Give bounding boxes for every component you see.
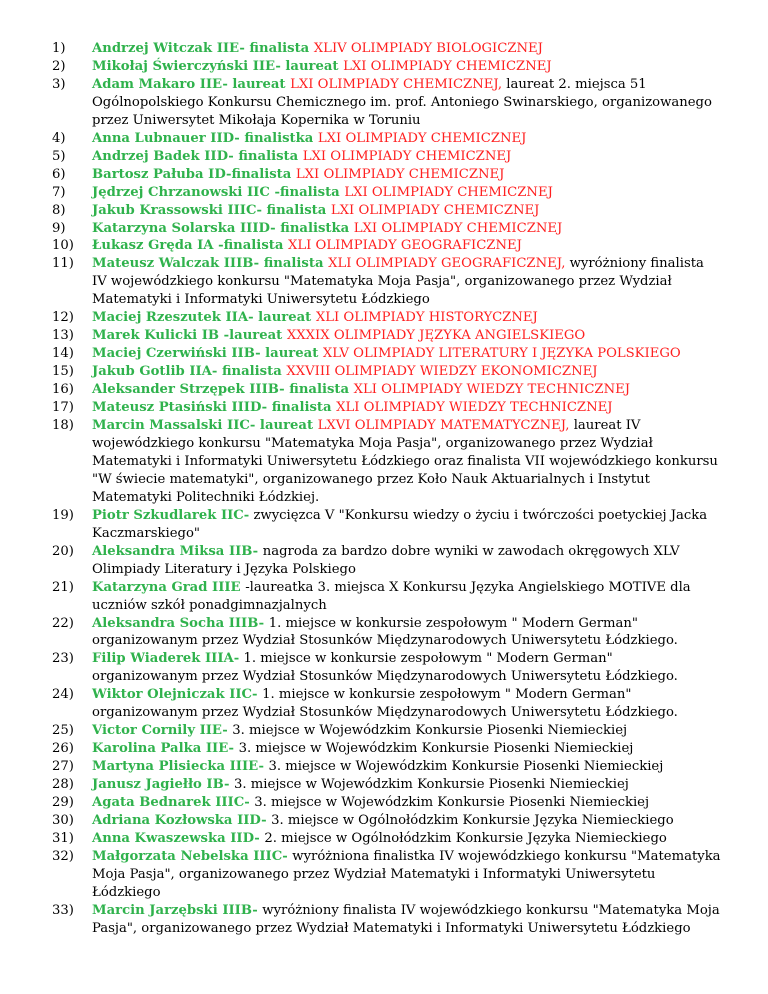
item-number: 5) [52,148,66,164]
achievement-details: 3. miejsce w Wojewódzkim Konkursie Piosenki Niemieckiej [234,777,629,793]
class-and-title: IID- finalista [204,148,303,164]
class-and-title: IA -finalista [197,238,288,254]
student-name: Agata Bednarek [92,795,216,811]
class-and-title: IIIB- [222,902,263,918]
item-number: 22) [52,615,74,631]
student-name: Jędrzej Chrzanowski [92,184,248,200]
class-and-title: IIE- finalista [216,41,314,56]
student-name: Janusz Jagiełło [92,777,207,793]
item-number: 30) [52,812,74,828]
competition-name: XXVIII OLIMPIADY WIEDZY EKONOMICZNEJ [286,364,598,380]
competition-name: LXI OLIMPIADY CHEMICZNEJ [343,58,552,74]
student-name: Mikołaj Świerczyński [92,58,253,74]
student-name: Maciej Czerwiński [92,346,232,362]
student-name: Anna Kwaszewska [92,830,231,846]
item-number: 20) [52,543,74,559]
achievement-details: 3. miejsce w Wojewódzkim Konkursie Piosenki Niemieckiej [268,759,664,775]
item-number: 19) [52,507,74,523]
competition-name: XLIV OLIMPIADY BIOLOGICZNEJ [313,41,543,56]
competition-name: LXVI OLIMPIADY MATEMATYCZNEJ, [317,418,574,434]
class-and-title: IIE- laureat [199,76,291,92]
list-item [52,327,722,345]
class-and-title: IIB- laureat [231,346,323,362]
item-number: 7) [52,184,66,200]
list-item [52,166,722,184]
achievement-details: -laureatka 3. miejsca X Konkursu Języka Angielskiego MOTIVE dla uczniów szkół ponadgimnazjalnych [92,579,691,613]
student-name: Karolina Palka [92,741,206,757]
item-number: 6) [52,166,66,182]
item-number: 8) [52,202,66,218]
item-number: 23) [52,651,74,667]
student-name: Bartosz Pałuba [92,166,209,182]
class-and-title: IIIB- finalista [249,382,354,398]
student-name: Martyna Plisiecka [92,759,230,775]
competition-name: LXI OLIMPIADY CHEMICZNEJ [295,166,505,182]
list-item [52,776,722,794]
class-and-title: IID- [237,812,272,828]
item-number: 26) [52,741,74,757]
list-item [52,758,722,776]
list-item [52,309,722,327]
class-and-title: IIE- laureat [252,58,344,74]
student-name: Adriana Kozłowska [92,812,238,828]
list-item [52,345,722,363]
list-item [52,579,722,615]
achievement-details: 3. miejsce w Wojewódzkim Konkursie Piosenki Niemieckiej [232,723,628,739]
list-item [52,184,722,202]
student-name: Aleksandra Socha [92,615,229,631]
item-number: 9) [52,220,66,236]
list-item [52,740,722,758]
student-name: Maciej Rzeszutek [92,310,226,326]
class-and-title: IIC- [220,507,250,523]
list-item [52,40,722,58]
item-number: 13) [52,328,74,344]
class-and-title: IIC- laureat [227,418,318,434]
item-number: 12) [52,310,74,326]
list-item [52,130,722,148]
student-name: Piotr Szkudlarek [92,507,221,523]
student-name: Katarzyna Grad [92,579,213,595]
student-name: Marek Kulicki [92,328,202,344]
list-item [52,363,722,381]
list-item [52,202,722,220]
list-item [52,650,722,686]
item-number: 11) [52,256,74,272]
list-item [52,237,722,255]
student-name: Aleksandra Miksa [92,543,229,559]
class-and-title: IID- [230,830,265,846]
student-name: Jakub Krassowski [92,202,228,218]
list-item [52,794,722,812]
list-item [52,543,722,579]
class-and-title: IIIC- [253,848,293,864]
class-and-title: IIB- [228,543,263,559]
class-and-title: IIIE [212,579,246,595]
item-number: 27) [52,759,74,775]
item-number: 24) [52,687,74,703]
item-number: 18) [52,418,74,434]
class-and-title: IIE- [205,741,239,757]
item-number: 29) [52,795,74,811]
item-number: 2) [52,58,66,74]
item-number: 10) [52,238,74,254]
student-name: Marcin Jarzębski [92,902,223,918]
achievement-details: wyróżniony finalista IV wojewódzkiego konkursu "Matematyka Moja Pasja", organizowanego przez Wydział Matematyki i Informatyki Uniwersytetu Łódzkiego [92,902,720,936]
competition-name: LXI OLIMPIADY CHEMICZNEJ [302,148,512,164]
class-and-title: IIC -finalista [247,184,345,200]
student-name: Wiktor Olejniczak [92,687,230,703]
competition-name: XLI OLIMPIADY GEOGRAFICZNEJ [287,238,522,254]
student-name: Victor Cornily [92,723,200,739]
student-name: Aleksander Strzępek [92,382,250,398]
item-number: 14) [52,346,74,362]
item-number: 15) [52,364,74,380]
competition-name: XLI OLIMPIADY HISTORYCZNEJ [315,310,538,326]
class-and-title: IIA- laureat [225,310,316,326]
item-number: 16) [52,382,74,398]
class-and-title: IB -laureat [201,328,287,344]
class-and-title: IIIA- [205,651,240,667]
item-number: 32) [52,848,74,864]
class-and-title: IIIE- [229,759,269,775]
competition-name: XXXIX OLIMPIADY JĘZYKA ANGIELSKIEGO [286,328,586,344]
achievement-details: 3. miejsce w Ogólnołódzkim Konkursie Języka Niemieckiego [271,812,674,828]
student-name: Anna Lubnauer [92,130,211,146]
item-number: 4) [52,130,66,146]
achievement-details: wyróżniony finalista IV wojewódzkiego konkursu "Matematyka Moja Pasja", organizowanego przez Wydział Matematyki i Informatyki Uniwersytetu Łódzkiego [92,256,704,308]
achievement-details: laureat 2. miejsca 51 Ogólnopolskiego Konkursu Chemicznego im. prof. Antoniego Swinarskiego, organizowanego przez Uniwersytet Mikołaja Kopernika w Toruniu [92,76,712,128]
achievement-details: 3. miejsce w Wojewódzkim Konkursie Piosenki Niemieckiej [238,741,634,757]
class-and-title: IB- [206,777,235,793]
item-number: 17) [52,400,74,416]
student-name: Filip Wiaderek [92,651,206,667]
competition-name: XLV OLIMPIADY LITERATURY I JĘZYKA POLSKIEGO [322,346,681,362]
achievement-details: 1. miejsce w konkursie zespołowym " Modern German" organizowanym przez Wydział Stosunków Międzynarodowych Uniwersytetu Łódzkiego. [92,687,678,721]
competition-name: XLI OLIMPIADY GEOGRAFICZNEJ, [328,256,570,272]
achievements-list [52,40,722,938]
class-and-title: IIID- finalistka [240,220,354,236]
student-name: Mateusz Ptasiński [92,400,232,416]
competition-name: LXI OLIMPIADY CHEMICZNEJ, [290,76,507,92]
item-number: 1) [52,41,66,56]
achievement-details: wyróżniona finalistka IV wojewódzkiego konkursu "Matematyka Moja Pasja", organizowanego przez Wydział Matematyki i Informatyki Uniwersytetu Łódzkiego [92,848,721,900]
list-item [52,812,722,830]
student-name: Andrzej Witczak [92,41,217,56]
list-item [52,58,722,76]
class-and-title: ID-finalista [208,166,296,182]
list-item [52,830,722,848]
student-name: Marcin Massalski [92,418,228,434]
list-item [52,148,722,166]
student-name: Mateusz Walczak [92,256,224,272]
item-number: 33) [52,902,74,918]
class-and-title: IIE- [199,723,233,739]
item-number: 25) [52,723,74,739]
class-and-title: IIIB- [228,615,269,631]
class-and-title: IIID- finalista [231,400,337,416]
competition-name: XLI OLIMPIADY WIEDZY TECHNICZNEJ [353,382,631,398]
item-number: 31) [52,830,74,846]
list-item [52,848,722,902]
achievement-details: 3. miejsce w Wojewódzkim Konkursie Piosenki Niemieckiej [254,795,650,811]
class-and-title: IIIC- [215,795,255,811]
list-item [52,220,722,238]
class-and-title: IIA- finalista [189,364,287,380]
list-item [52,381,722,399]
achievement-details: 1. miejsce w konkursie zespołowym " Modern German" organizowanym przez Wydział Stosunków Międzynarodowych Uniwersytetu Łódzkiego. [92,651,678,685]
list-item [52,399,722,417]
list-item [52,722,722,740]
achievement-details: 2. miejsce w Ogólnołódzkim Konkursie Języka Niemieckiego [264,830,667,846]
list-item [52,255,722,309]
item-number: 21) [52,579,74,595]
student-name: Małgorzata Nebelska [92,848,254,864]
list-item [52,76,722,130]
item-number: 28) [52,777,74,793]
list-item [52,615,722,651]
student-name: Jakub Gotlib [92,364,190,380]
competition-name: LXI OLIMPIADY CHEMICZNEJ [330,202,540,218]
achievement-details: laureat IV wojewódzkiego konkursu "Matematyka Moja Pasja", organizowanego przez Wydział Matematyki i Informatyki Uniwersytetu Łódzkiego oraz finalista VII wojewódzkiego konkursu "W świecie matematyki", organizowanego przez Koło Nauk Aktuarialnych i Instytut Matematyki Politechniki Łódzkiej. [92,418,718,505]
achievement-details: zwycięzca V "Konkursu wiedzy o życiu i twórczości poetyckiej Jacka Kaczmarskiego" [92,507,708,541]
list-item [52,686,722,722]
competition-name: XLI OLIMPIADY WIEDZY TECHNICZNEJ [336,400,613,416]
class-and-title: IIC- [229,687,263,703]
class-and-title: IID- finalistka [210,130,318,146]
list-item [52,902,722,938]
achievement-details: 1. miejsce w konkursie zespołowym " Modern German" organizowanym przez Wydział Stosunków Międzynarodowych Uniwersytetu Łódzkiego. [92,615,678,649]
class-and-title: IIIC- finalista [227,202,331,218]
competition-name: LXI OLIMPIADY CHEMICZNEJ [344,184,553,200]
student-name: Łukasz Gręda [92,238,198,254]
student-name: Adam Makaro [92,76,200,92]
competition-name: LXI OLIMPIADY CHEMICZNEJ [317,130,527,146]
list-item [52,417,722,507]
class-and-title: IIIB- finalista [223,256,329,272]
competition-name: LXI OLIMPIADY CHEMICZNEJ [353,220,563,236]
item-number: 3) [52,76,66,92]
achievement-details: nagroda za bardzo dobre wyniki w zawodach okręgowych XLV Olimpiady Literatury i Języka Polskiego [92,543,680,577]
student-name: Katarzyna Solarska [92,220,240,236]
list-item [52,507,722,543]
student-name: Andrzej Badek [92,148,205,164]
